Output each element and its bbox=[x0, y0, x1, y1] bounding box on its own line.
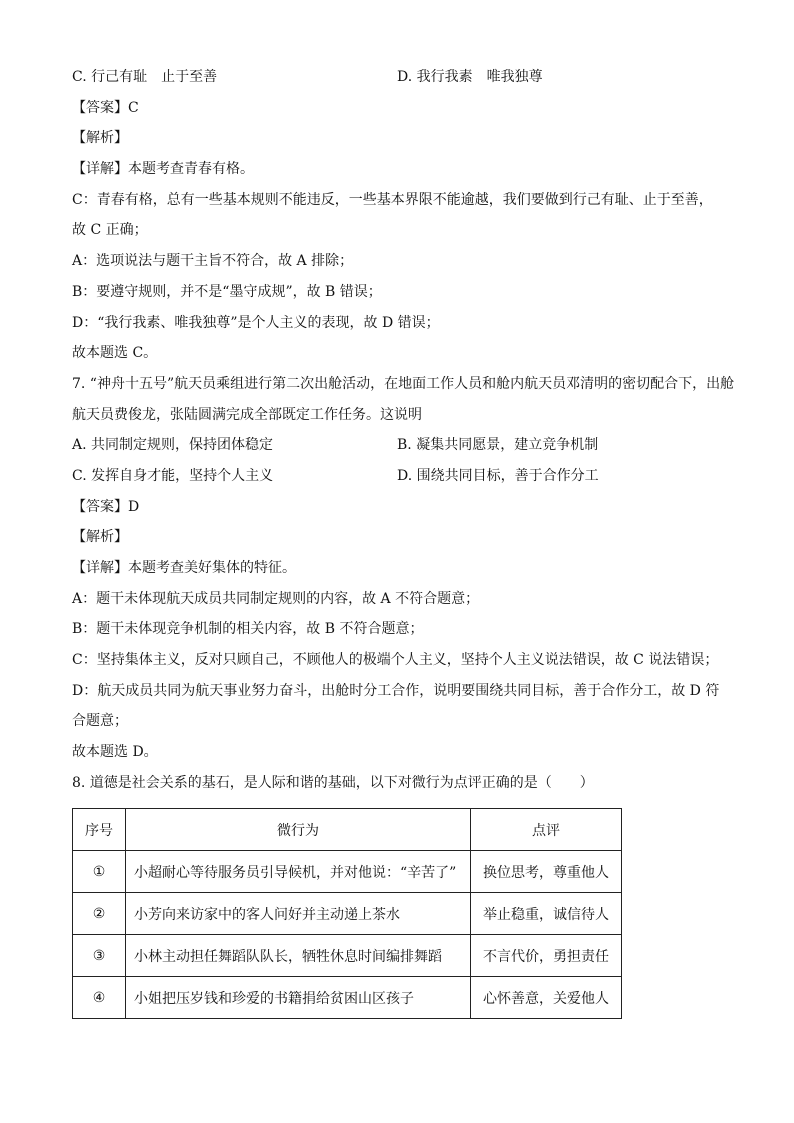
q8-table bbox=[72, 808, 622, 1019]
q7-options-ab bbox=[72, 430, 724, 461]
table-header-cell: 微行为 bbox=[126, 809, 471, 851]
q7-option-a: A. 共同制定规则，保持团体稳定 bbox=[72, 437, 274, 454]
q6-analysis-label: 【解析】 bbox=[72, 130, 128, 147]
q6-line-2: 故 C 正确； bbox=[72, 222, 148, 239]
table-cell-index: ② bbox=[73, 893, 126, 935]
table-row bbox=[73, 935, 622, 977]
table-cell-behavior: 小芳向来访家中的客人问好并主动递上茶水 bbox=[126, 893, 471, 935]
q7-detail: 【详解】本题考查美好集体的特征。 bbox=[72, 560, 296, 576]
q6-option-d: D. 我行我素 唯我独尊 bbox=[397, 69, 543, 85]
q6-option-c: C. 行己有耻 止于至善 bbox=[72, 69, 218, 85]
table-header-row bbox=[73, 809, 622, 851]
table-cell-comment: 举止稳重，诚信待人 bbox=[471, 893, 622, 935]
q7-line-3: C：坚持集体主义，反对只顾自己，不顾他人的极端个人主义，坚持个人主义说法错误，故 C 说法错误； bbox=[72, 652, 719, 669]
q6-options-cd bbox=[72, 62, 724, 93]
q6-detail: 【详解】本题考查青春有格。 bbox=[72, 161, 254, 178]
q8-stem: 8. 道德是社会关系的基石，是人际和谐的基础，以下对微行为点评正确的是（ ） bbox=[72, 774, 594, 791]
q7-line-4: D：航天成员共同为航天事业努力奋斗，出舱时分工合作，说明要围绕共同目标，善于合作分工，故 D 符 bbox=[72, 682, 720, 699]
table-cell-comment: 不言代价，勇担责任 bbox=[471, 935, 622, 977]
q7-line-2: B：题干未体现竞争机制的相关内容，故 B 不符合题意； bbox=[72, 621, 424, 638]
table-cell-index: ③ bbox=[73, 935, 126, 977]
table-row bbox=[73, 851, 622, 893]
q6-line-3: A：选项说法与题干主旨不符合，故 A 排除； bbox=[72, 253, 354, 270]
table-cell-comment: 换位思考，尊重他人 bbox=[471, 851, 622, 893]
q7-line-1: A：题干未体现航天成员共同制定规则的内容，故 A 不符合题意； bbox=[72, 590, 480, 607]
q7-option-b: B. 凝集共同愿景，建立竞争机制 bbox=[397, 437, 599, 454]
q6-line-5: D：“我行我素、唯我独尊”是个人主义的表现，故 D 错误； bbox=[72, 314, 440, 331]
q7-analysis-label: 【解析】 bbox=[72, 529, 128, 546]
table-cell-behavior: 小姐把压岁钱和珍爱的书籍捐给贫困山区孩子 bbox=[126, 977, 471, 1019]
table-row bbox=[73, 977, 622, 1019]
table-cell-behavior: 小林主动担任舞蹈队队长，牺牲休息时间编排舞蹈 bbox=[126, 935, 471, 977]
q6-line-6: 故本题选 C。 bbox=[72, 345, 158, 362]
table-cell-behavior: 小超耐心等待服务员引导候机，并对他说：“辛苦了” bbox=[126, 851, 471, 893]
q7-options-cd bbox=[72, 461, 724, 492]
q7-option-d: D. 围绕共同目标，善于合作分工 bbox=[397, 467, 599, 484]
q6-line-4: B：要遵守规则，并不是“墨守成规”，故 B 错误； bbox=[72, 283, 382, 300]
q6-line-1: C：青春有格，总有一些基本规则不能违反，一些基本界限不能逾越，我们要做到行己有耻、止于至善， bbox=[72, 191, 713, 208]
q7-stem-line-1: 7. “神舟十五号”航天员乘组进行第二次出舱活动，在地面工作人员和舱内航天员邓清明的密切配合下，出舱 bbox=[72, 375, 735, 392]
table-cell-index: ④ bbox=[73, 977, 126, 1019]
table-cell-index: ① bbox=[73, 851, 126, 893]
q7-option-c: C. 发挥自身才能，坚持个人主义 bbox=[72, 467, 274, 484]
q7-stem-line-2: 航天员费俊龙，张陆圆满完成全部既定工作任务。这说明 bbox=[72, 406, 422, 423]
q7-answer: 【答案】D bbox=[72, 498, 140, 515]
table-header-cell: 序号 bbox=[73, 809, 126, 851]
q7-line-5: 合题意； bbox=[72, 713, 128, 730]
table-header-cell: 点评 bbox=[471, 809, 622, 851]
document-body bbox=[72, 62, 735, 799]
table-cell-comment: 心怀善意，关爱他人 bbox=[471, 977, 622, 1019]
table-row bbox=[73, 893, 622, 935]
q7-line-6: 故本题选 D。 bbox=[72, 744, 158, 761]
q6-answer: 【答案】C bbox=[72, 99, 139, 116]
